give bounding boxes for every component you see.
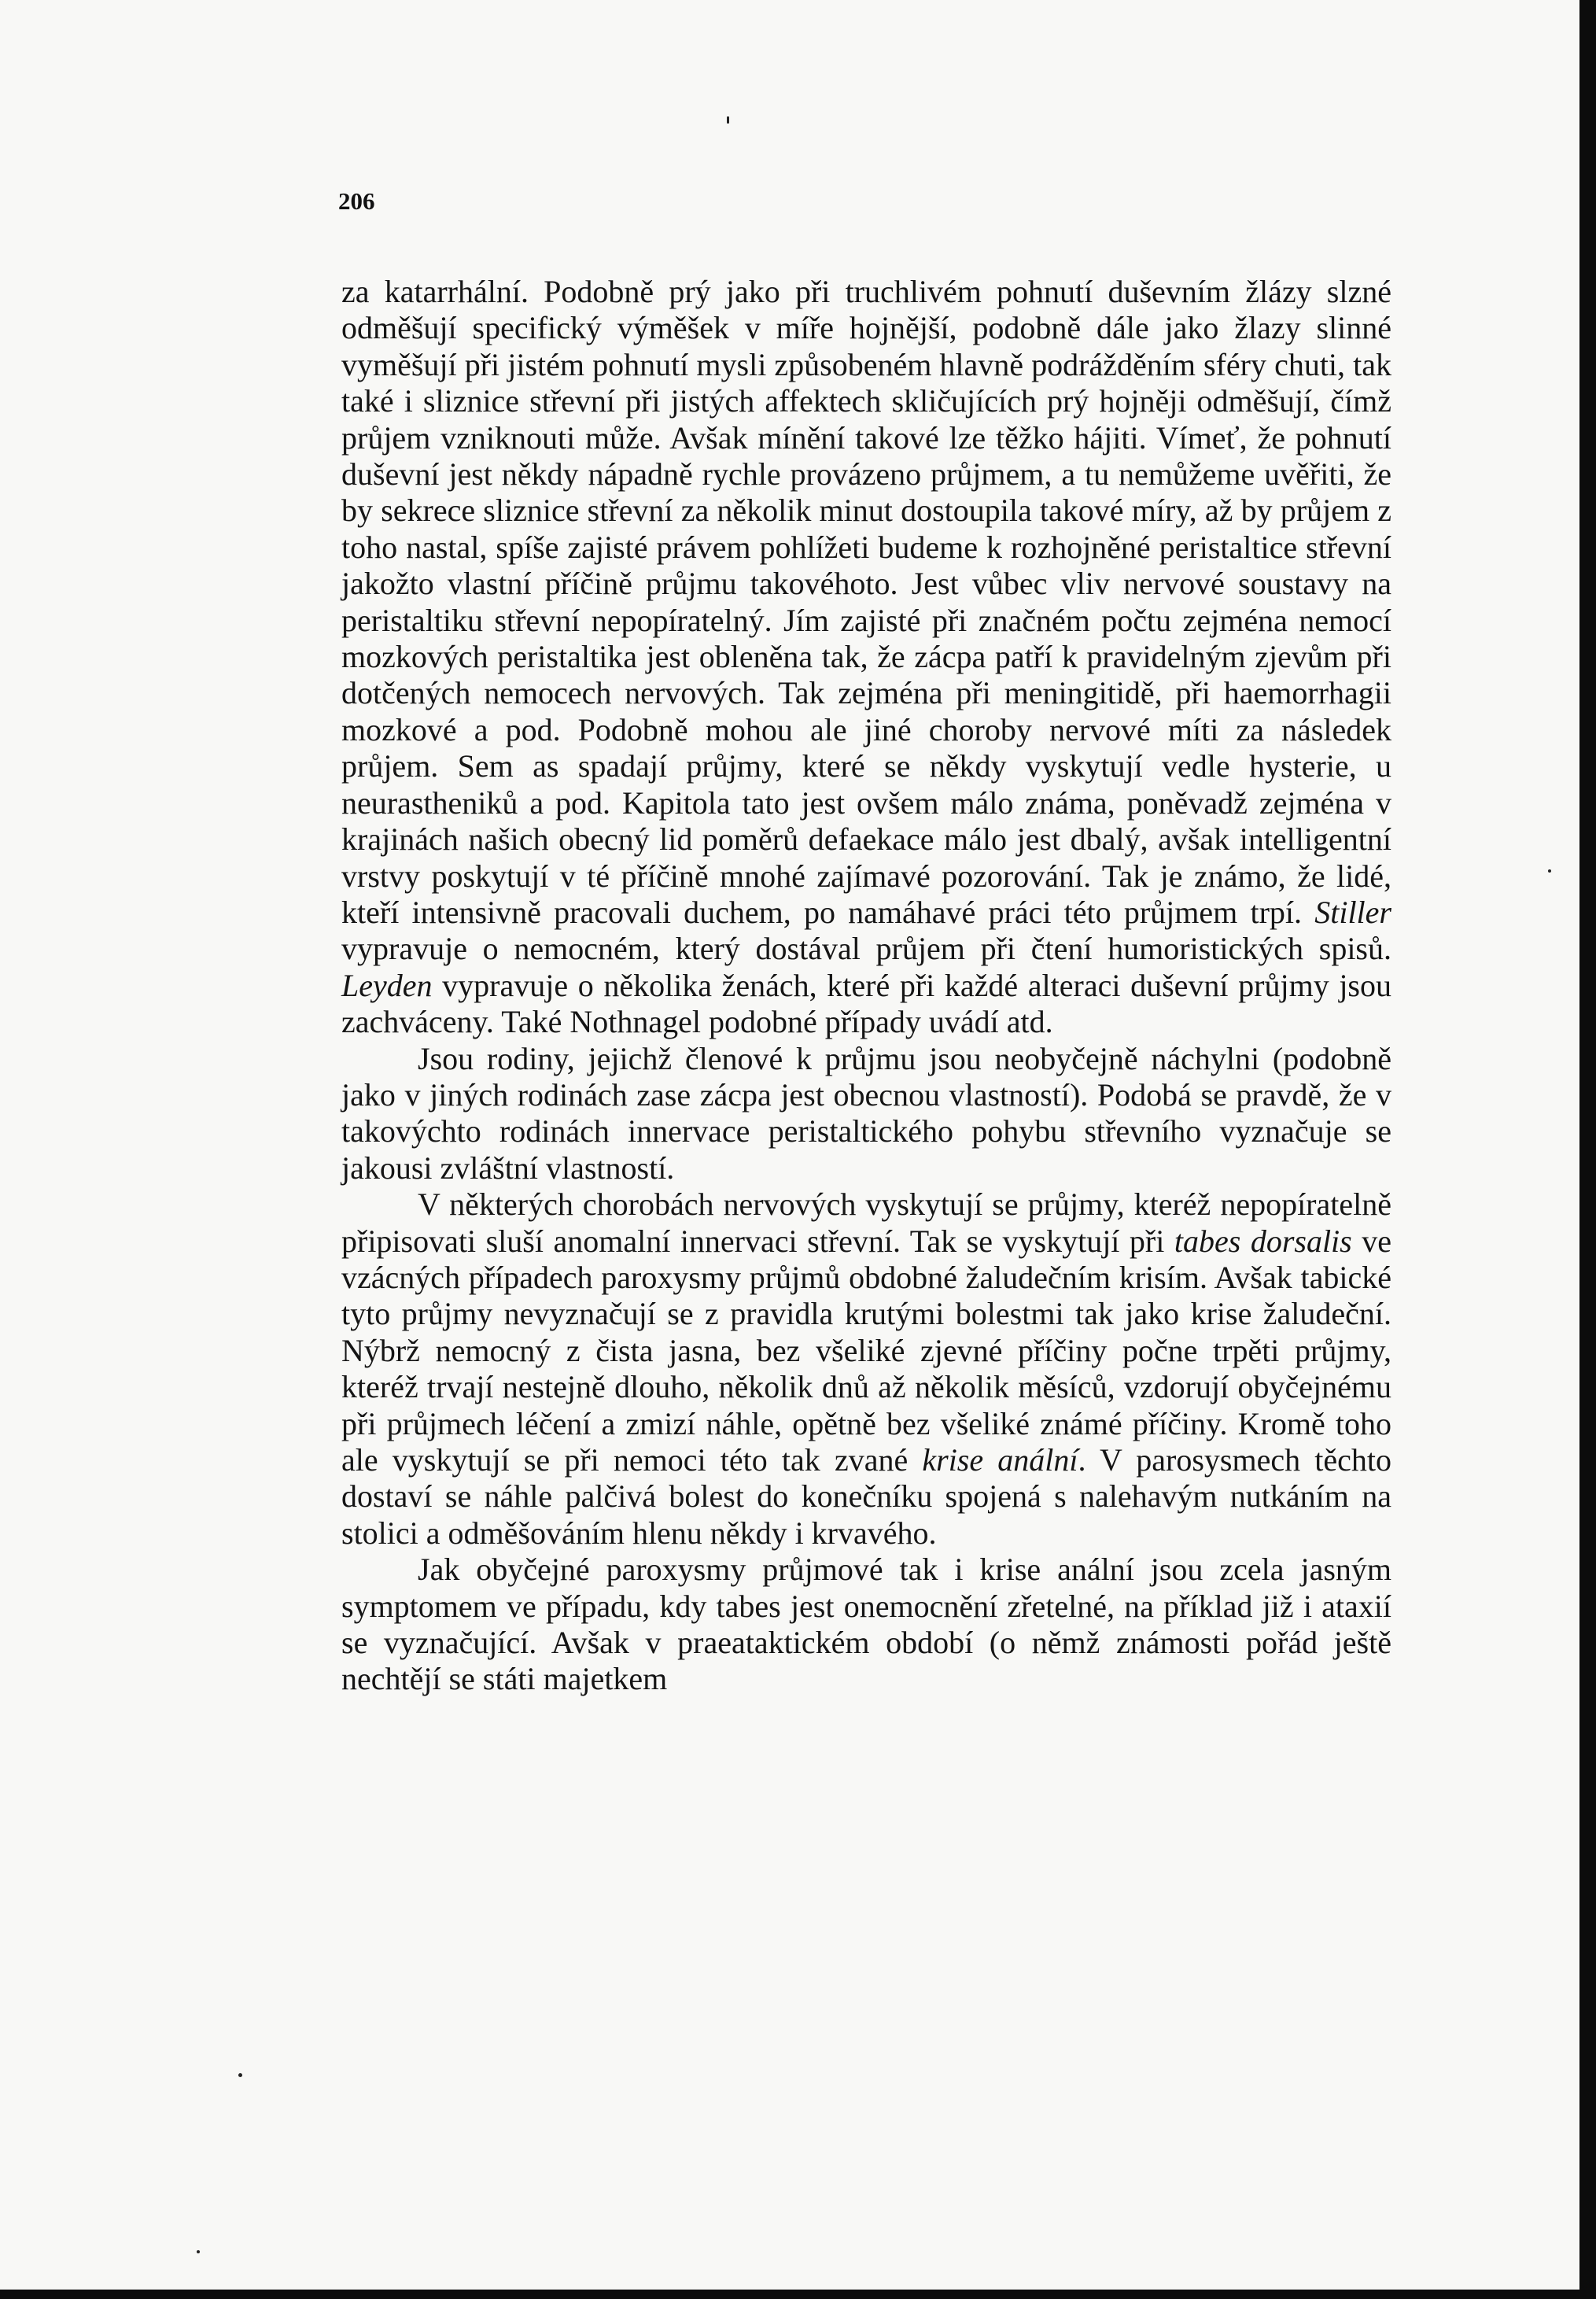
text-run: ve vzácných případech paroxysmy průjmů obdobné žaludečním krisím. Avšak tabické tyto průjmy nevyznačují se z pravidla krutými bolestmi tak jako krise žaludeční. Nýbrž nemocný z čista jasna, bez všeliké zjevné příčiny počne trpěti průjmy, kteréž trvají nestejně dlouho, několik dnů až několik měsíců, vzdorují obyčejnému při průjmech léčení a zmizí náhle, opětně bez všeliké známé příčiny. Kromě toho ale vyskytují se při nemoci této tak zvané — [341, 1223, 1392, 1478]
paragraph-2 — [341, 1041, 1391, 1187]
scan-speck — [238, 2073, 242, 2077]
paragraph-4 — [341, 1552, 1391, 1698]
text-run: za katarrhální. Podobně prý jako při truchlivém pohnutí duševním žlázy slzné odměšují specifický výměšek v míře hojnější, podobně dále jako žlazy slinné vyměšují při jistém pohnutí mysli způsobeném hlavně podrážděním sféry chuti, tak také i sliznice střevní při jistých affektech skličujících prý hojněji odměšují, čímž průjem vzniknouti může. Avšak mínění takové lze těžko hájiti. Vímeť, že pohnutí duševní jest někdy nápadně rychle provázeno průjmem, a tu nemůžeme uvěřiti, že by sekrece sliznice střevní za několik minut dostoupila takové míry, až by průjem z toho nastal, spíše zajisté právem pohlížeti budeme k rozhojněné peristaltice střevní jakožto vlastní příčině průjmu takovéhoto. Jest vůbec vliv nervové soustavy na peristaltiku střevní nepopíratelný. Jím zajisté při značném počtu zejména nemocí mozkových peristaltika jest obleněna tak, že zácpa patří k pravidelným zjevům při dotčených nemocech nervových. Tak zejména při meningitidě, při haemorrhagii mozkové a pod. Podobně mohou ale jiné choroby nervové míti za následek průjem. Sem as spadají průjmy, které se někdy vyskytují vedle hysterie, u neurastheniků a pod. Kapitola tato jest ovšem málo známa, poněvadž zejména v krajinách našich obecný lid poměrů defaekace málo jest dbalý, avšak intelligentní vrstvy poskytují v té příčině mnohé zajímavé pozorování. Tak je známo, že lidé, kteří intensivně pracovali duchem, po namáhavé práci této průjmem trpí. — [341, 274, 1391, 930]
text-run: Jak obyčejné paroxysmy průjmové tak i krise anální jsou zcela jasným symptomem ve případu, kdy tabes jest onemocnění zřetelné, na příklad již i ataxií se vyznačující. Avšak v praeataktickém období (o němž známosti pořád ještě nechtějí se státi majetkem — [341, 1552, 1391, 1697]
page-number: 206 — [338, 187, 375, 215]
text-run: vypravuje o nemocném, který dostával průjem při čtení humoristických spisů. — [341, 931, 1391, 967]
italic-term-krise-analni: krise anální — [922, 1442, 1078, 1478]
body-text — [341, 274, 1391, 1698]
text-run: vypravuje o několika ženách, které při každé alteraci duševní průjmy jsou zachváceny. Také Nothnagel podobné případy uvádí atd. — [341, 967, 1391, 1040]
text-run: Jsou rodiny, jejichž členové k průjmu jsou neobyčejně náchylni (podobně jako v jiných rodinách zase zácpa jest obecnou vlastností). Podobá se pravdě, že v takovýchto rodinách innervace peristaltického pohybu střevního vyznačuje se jakousi zvláštní vlastností. — [341, 1040, 1391, 1186]
text-run: . V parosysmech těchto dostaví se náhle palčivá bolest do konečníku spojená s nalehavým nutkáním na stolici a odměšováním hlenu někdy i krvavého. — [341, 1442, 1391, 1551]
scan-speck — [727, 116, 729, 124]
italic-term-tabes-dorsalis: tabes dorsalis — [1174, 1223, 1352, 1259]
text-run: V některých chorobách nervových vyskytují se průjmy, kteréž nepopíratelně připisovati sluší anomalní innervaci střevní. Tak se vyskytují při — [341, 1186, 1391, 1259]
scan-speck — [1548, 869, 1551, 873]
italic-name-stiller: Stiller — [1314, 894, 1391, 930]
paragraph-1 — [341, 274, 1391, 1041]
scan-speck — [197, 2250, 200, 2253]
paragraph-3 — [341, 1186, 1391, 1552]
italic-name-leyden: Leyden — [341, 967, 433, 1003]
